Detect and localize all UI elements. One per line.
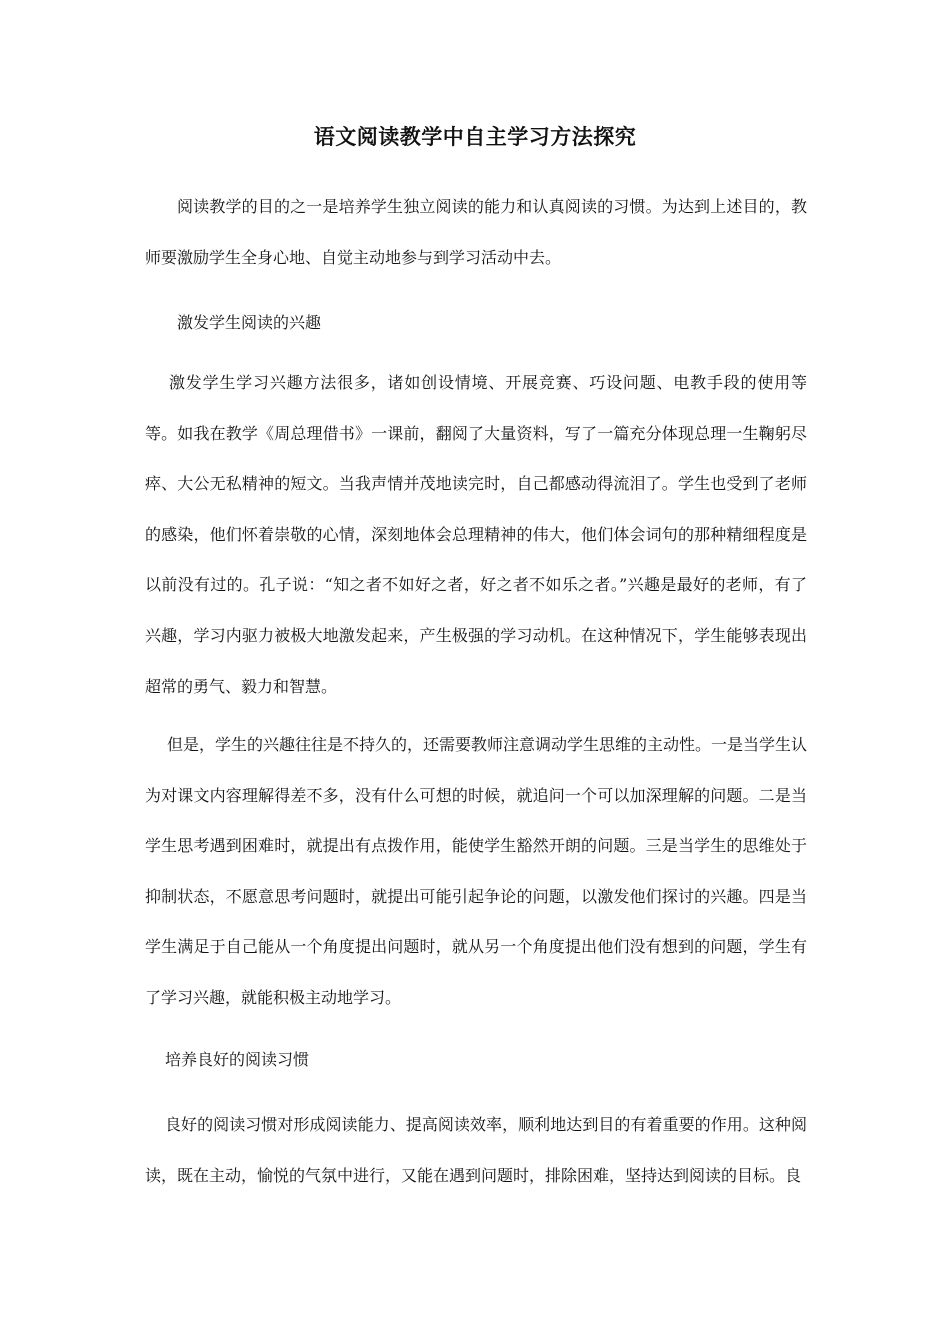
intro-paragraph: 阅读教学的目的之一是培养学生独立阅读的能力和认真阅读的习惯。为达到上述目的，教师要激励学生全身心地、自觉主动地参与到学习活动中去。 [145, 197, 807, 267]
section-heading-interest: 激发学生阅读的兴趣 [177, 313, 322, 332]
habits-paragraph: 良好的阅读习惯对形成阅读能力、提高阅读效率，顺利地达到目的有着重要的作用。这种阅读，既在主动，愉悦的气氛中进行，又能在遇到问题时，排除困难，坚持达到阅读的目标。良 [145, 1115, 807, 1185]
interest-paragraph: 激发学生学习兴趣方法很多，诸如创设情境、开展竞赛、巧设问题、电教手段的使用等等。如我在教学《周总理借书》一课前，翻阅了大量资料，写了一篇充分体现总理一生鞠躬尽瘁、大公无私精神的短文。当我声情并茂地读完时，自己都感动得流泪了。学生也受到了老师的感染，他们怀着崇敬的心情，深刻地体会总理精神的伟大，他们体会词句的那种精细程度是以前没有过的。孔子说：“知之者不如好之者，好之者不如乐之者。”兴趣是最好的老师，有了兴趣，学习内驱力被极大地激发起来，产生极强的学习动机。在这种情况下，学生能够表现出超常的勇气、毅力和智慧。 [145, 373, 807, 696]
persistence-paragraph: 但是，学生的兴趣往往是不持久的，还需要教师注意调动学生思维的主动性。一是当学生认为对课文内容理解得差不多，没有什么可想的时候，就追问一个可以加深理解的问题。二是当学生思考遇到困难时，就提出有点拨作用，能使学生豁然开朗的问题。三是当学生的思维处于抑制状态，不愿意思考问题时，就提出可能引起争论的问题，以激发他们探讨的兴趣。四是当学生满足于自己能从一个角度提出问题时，就从另一个角度提出他们没有想到的问题，学生有了学习兴趣，就能积极主动地学习。 [145, 735, 808, 1007]
section-heading-habits: 培养良好的阅读习惯 [165, 1050, 310, 1069]
document-title: 语文阅读教学中自主学习方法探究 [313, 124, 637, 149]
